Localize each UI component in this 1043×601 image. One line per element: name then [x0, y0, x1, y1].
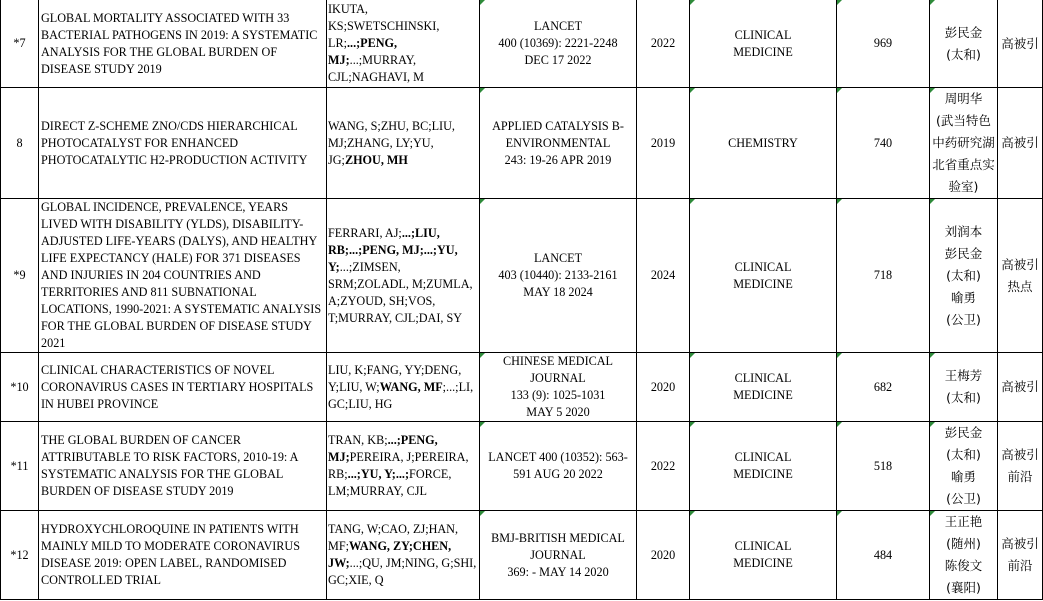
research-field: MEDICINE: [733, 44, 793, 59]
affiliation-line: 王梅芳: [944, 368, 983, 383]
author-list: ...;MURRAY, CJL;NAGHAVI, M: [328, 53, 424, 84]
table-row: [1, 199, 1043, 353]
affiliation-line: (武当特色: [936, 113, 991, 128]
source-cell: [480, 0, 637, 88]
tags-cell: [998, 353, 1043, 422]
affiliation-line: 北省重点实: [932, 157, 995, 172]
source-line: 369: - MAY 14 2020: [507, 564, 609, 579]
source-cell: [480, 88, 637, 199]
title-cell: [39, 422, 327, 511]
research-field: MEDICINE: [733, 276, 793, 291]
affiliation-line: (随州): [946, 536, 981, 551]
row-number-cell: [1, 422, 39, 511]
author-highlight: WANG, MF: [379, 379, 443, 394]
year-cell: [637, 88, 690, 199]
paper-title: GLOBAL INCIDENCE, PREVALENCE, YEARS LIVED WITH DISABILITY (YLDS), DISABILITY-ADJUSTED LIFE-YEARS (DALYS), AND HEALTHY LIFE EXPECTANCY (HALE) FOR 371 DISEASES AND INJURIES IN 204 COUNTRIES AND TERRITORIES AND 811 SUBNATIONAL LOCATIONS, 1990-2021: A SYSTEMATIC ANALYSIS FOR THE GLOBAL BURDEN OF DISEASE STUDY 2021: [41, 200, 322, 350]
citations-cell: [837, 199, 930, 353]
row-number: *11: [10, 458, 29, 473]
year-cell: [637, 422, 690, 511]
affiliation-line: 刘润本: [944, 223, 983, 239]
source-line: 591 AUG 20 2022: [513, 467, 603, 481]
research-field: CLINICAL: [734, 259, 792, 274]
author-list: PEREIRA, J;PEREIRA, RB;: [328, 450, 469, 481]
author-list: LIU, K;FANG, YY;DENG, Y;LIU, W;: [328, 362, 462, 394]
year-cell: [637, 353, 690, 422]
affiliation-line: 周明华: [944, 91, 983, 106]
row-number-cell: [1, 0, 39, 88]
title-cell: [39, 0, 327, 88]
source-cell: [480, 353, 637, 422]
author-list: FORCE, LM;MURRAY, CJL: [328, 467, 452, 498]
row-number: *12: [10, 547, 29, 562]
research-field: CLINICAL: [734, 371, 792, 385]
affiliation-line: 彭民金: [944, 425, 983, 440]
author-list: ...;QU, JM;NING, G;SHI, GC;XIE, Q: [328, 556, 477, 587]
citations-cell: [837, 353, 930, 422]
field-cell: [690, 422, 837, 511]
author-list: TANG, W;CAO, ZJ;HAN, MF;: [328, 522, 459, 553]
research-field: MEDICINE: [733, 388, 793, 402]
paper-tag: 高被引: [1001, 256, 1039, 272]
author-highlight: ...;YU, Y;...;: [347, 467, 410, 481]
affiliation-line: 中药研究湖: [932, 135, 995, 150]
author-list: ...;ZIMSEN, SRM;ZOLADL, M;ZUMLA, A;ZYOUD, SH;VOS, T;MURRAY, CJL;DAI, SY: [328, 259, 473, 325]
source-line: 243: 19-26 APR 2019: [504, 152, 612, 167]
authors-cell: [327, 422, 480, 511]
citation-count: 740: [873, 135, 893, 150]
source-line: LANCET: [533, 19, 583, 33]
research-field: CLINICAL: [734, 450, 792, 464]
year-cell: [637, 199, 690, 353]
source-line: 403 (10440): 2133-2161: [498, 268, 618, 282]
tags-cell: [998, 422, 1043, 511]
paper-title: CLINICAL CHARACTERISTICS OF NOVEL CORONAVIRUS CASES IN TERTIARY HOSPITALS IN HUBEI PROVINCE: [41, 362, 314, 411]
author-highlight: ...;LIU, RB;...;PENG, MJ;...;YU, Y;: [328, 225, 458, 274]
affiliation-line: (公卫): [946, 311, 981, 327]
citation-count: 518: [873, 458, 893, 473]
author-highlight: ...;PENG, MJ;: [328, 433, 438, 464]
citations-cell: [837, 422, 930, 511]
publication-year: 2022: [650, 458, 676, 473]
affiliation-line: 陈俊文: [944, 558, 983, 573]
paper-title: GLOBAL MORTALITY ASSOCIATED WITH 33 BACTERIAL PATHOGENS IN 2019: A SYSTEMATIC ANALYSIS FOR THE GLOBAL BURDEN OF DISEASE STUDY 2019: [41, 10, 318, 76]
paper-tag: 高被引: [1001, 35, 1039, 51]
affiliation-line: (太和): [946, 267, 981, 283]
affiliation-line: 喻勇: [950, 469, 976, 484]
author-highlight: ...;PENG, MJ;: [328, 36, 398, 67]
paper-title: HYDROXYCHLOROQUINE IN PATIENTS WITH MAINLY MILD TO MODERATE CORONAVIRUS DISEASE 2019: OPEN LABEL, RANDOMISED CONTROLLED TRIAL: [41, 522, 301, 587]
authors-cell: [327, 0, 480, 88]
affiliation-line: 彭民金: [944, 24, 983, 40]
affiliation-line: 喻勇: [950, 289, 976, 305]
paper-tag: 热点: [1007, 278, 1033, 294]
table-row: [1, 88, 1043, 199]
row-number: 8: [16, 135, 23, 150]
row-number-cell: [1, 511, 39, 600]
source-line: DEC 17 2022: [524, 53, 592, 67]
affiliation-line: 验室): [948, 179, 979, 194]
citations-cell: [837, 511, 930, 600]
row-number-cell: [1, 353, 39, 422]
author-list: FERRARI, AJ;: [328, 225, 402, 240]
source-line: 400 (10369): 2221-2248: [498, 36, 618, 50]
affiliation-line: (太和): [946, 46, 981, 62]
research-field: MEDICINE: [733, 556, 793, 570]
author-highlight: WANG, ZY;CHEN, JW;: [328, 539, 452, 570]
affiliation-line: 王正艳: [944, 514, 983, 529]
research-field: MEDICINE: [733, 467, 793, 481]
source-cell: [480, 511, 637, 600]
affiliation-line: (太和): [946, 390, 981, 405]
affiliation-line: (襄阳): [946, 580, 981, 595]
publication-year: 2019: [650, 135, 676, 150]
source-cell: [480, 422, 637, 511]
source-line: LANCET 400 (10352): 563-: [488, 450, 628, 464]
citations-cell: [837, 88, 930, 199]
paper-title: DIRECT Z-SCHEME ZNO/CDS HIERARCHICAL PHOTOCATALYST FOR ENHANCED PHOTOCATALYTIC H2-PRODUCTION ACTIVITY: [41, 118, 308, 167]
year-cell: [637, 0, 690, 88]
paper-title: THE GLOBAL BURDEN OF CANCER ATTRIBUTABLE TO RISK FACTORS, 2010-19: A SYSTEMATIC ANALYSIS FOR THE GLOBAL BURDEN OF DISEASE STUDY 2019: [41, 433, 298, 498]
source-line: JOURNAL: [530, 371, 586, 385]
affiliation-cell: [930, 199, 998, 353]
row-number: *7: [13, 36, 26, 50]
table-row: [1, 353, 1043, 422]
research-field: CLINICAL: [734, 27, 792, 42]
field-cell: [690, 353, 837, 422]
row-number: *10: [10, 379, 29, 394]
author-list: IKUTA, KS;SWETSCHINSKI, LR;: [328, 2, 440, 50]
citation-count: 682: [873, 379, 893, 394]
citation-count: 969: [873, 36, 893, 50]
source-line: 133 (9): 1025-1031: [510, 388, 606, 402]
authors-cell: [327, 88, 480, 199]
publication-year: 2022: [650, 36, 676, 50]
row-number: *9: [13, 268, 26, 282]
title-cell: [39, 511, 327, 600]
source-line: JOURNAL: [530, 547, 586, 562]
affiliation-cell: [930, 88, 998, 199]
tags-cell: [998, 0, 1043, 88]
table-row: [1, 422, 1043, 511]
paper-tag: 高被引: [1001, 536, 1039, 551]
author-list: ;...;LI, GC;LIU, HG: [328, 379, 474, 411]
title-cell: [39, 353, 327, 422]
field-cell: [690, 199, 837, 353]
tags-cell: [998, 88, 1043, 199]
publication-year: 2020: [650, 379, 676, 394]
affiliation-cell: [930, 422, 998, 511]
research-field: CLINICAL: [734, 539, 792, 553]
source-line: MAY 18 2024: [523, 285, 593, 299]
affiliation-line: (太和): [946, 447, 981, 462]
authors-cell: [327, 511, 480, 600]
year-cell: [637, 511, 690, 600]
author-list: TRAN, KB;: [328, 433, 388, 447]
table-row: [1, 511, 1043, 600]
paper-tag: 前沿: [1007, 469, 1033, 484]
paper-tag: 高被引: [1001, 447, 1039, 462]
author-list: WANG, S;ZHU, BC;LIU, MJ;ZHANG, LY;YU, JG;: [328, 118, 455, 167]
paper-tag: 高被引: [1001, 379, 1039, 394]
citations-cell: [837, 0, 930, 88]
affiliation-line: 彭民金: [944, 245, 983, 261]
affiliation-cell: [930, 353, 998, 422]
paper-tag: 高被引: [1001, 135, 1039, 150]
source-line: ENVIRONMENTAL: [505, 135, 611, 150]
row-number-cell: [1, 199, 39, 353]
title-cell: [39, 88, 327, 199]
source-line: APPLIED CATALYSIS B-: [492, 118, 624, 133]
field-cell: [690, 88, 837, 199]
tags-cell: [998, 511, 1043, 600]
affiliation-cell: [930, 511, 998, 600]
title-cell: [39, 199, 327, 353]
paper-tag: 前沿: [1007, 558, 1033, 573]
table-body: [1, 0, 1043, 600]
table-row: [1, 0, 1043, 88]
field-cell: [690, 511, 837, 600]
affiliation-line: (公卫): [946, 491, 981, 506]
source-line: CHINESE MEDICAL: [502, 354, 614, 368]
author-highlight: ZHOU, MH: [344, 152, 408, 167]
publication-year: 2024: [650, 268, 676, 282]
tags-cell: [998, 199, 1043, 353]
source-cell: [480, 199, 637, 353]
source-line: LANCET: [533, 251, 583, 265]
publication-year: 2020: [650, 547, 676, 562]
source-line: BMJ-BRITISH MEDICAL: [491, 530, 625, 545]
research-field: CHEMISTRY: [728, 135, 798, 150]
source-line: MAY 5 2020: [526, 405, 590, 419]
row-number-cell: [1, 88, 39, 199]
field-cell: [690, 0, 837, 88]
authors-cell: [327, 199, 480, 353]
affiliation-cell: [930, 0, 998, 88]
authors-cell: [327, 353, 480, 422]
citation-count: 718: [873, 268, 893, 282]
citation-count: 484: [873, 547, 893, 562]
